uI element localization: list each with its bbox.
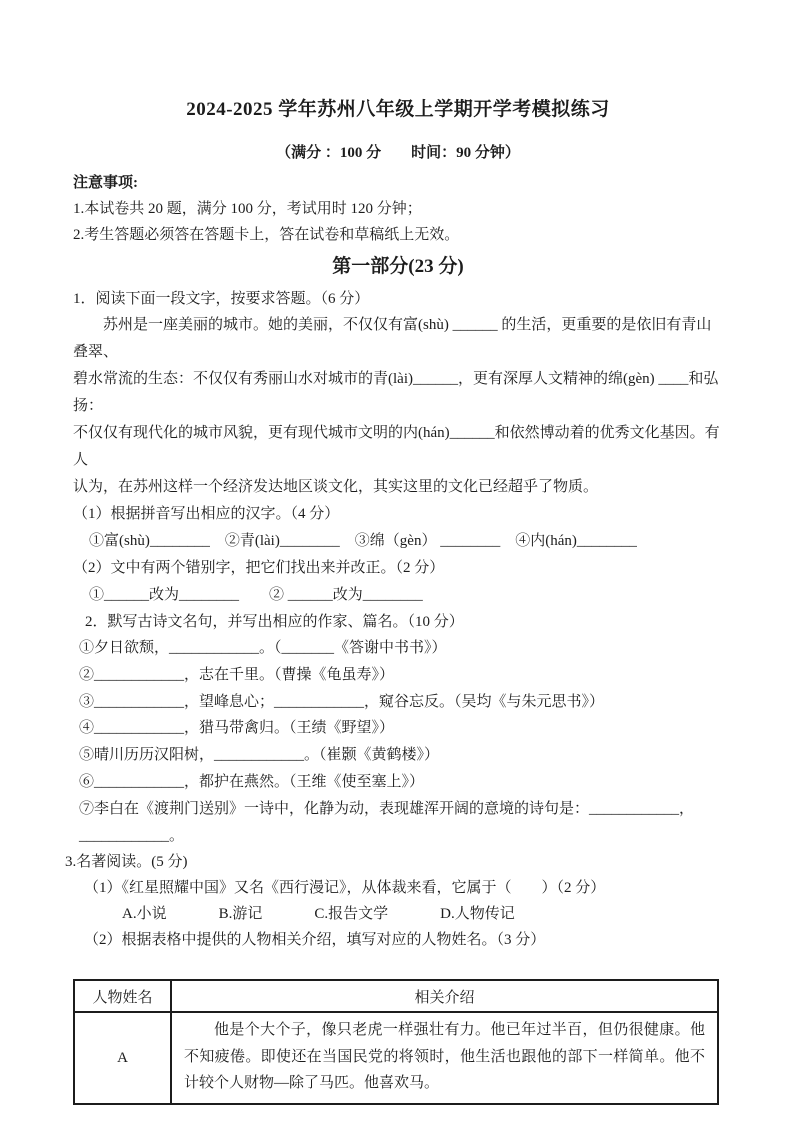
- character-table: [73, 979, 719, 1105]
- q1-correction-blanks: ①______改为________ ② ______改为________: [89, 587, 423, 603]
- q1-sub2-label: （2）文中有两个错别字，把它们找出来并改正。（2 分）: [73, 560, 445, 576]
- q1-pinyin-blanks: ①富(shù)________ ②青(lài)________ ③绵（gèn） ________ ④内(hán)________: [89, 533, 637, 549]
- q3-intro: 3.名著阅读。(5 分): [65, 854, 188, 871]
- q2-line-2: ②____________，志在千里。（曹操《龟虽寿》）: [79, 666, 395, 683]
- table-header-name: 人物姓名: [74, 980, 171, 1012]
- q2-line-6: ⑥____________，都护在燕然。（王维《使至塞上》）: [79, 773, 425, 790]
- q3-option-c: C.报告文学: [314, 906, 389, 923]
- q2-line-4: ④____________，猎马带禽归。（王绩《野望》）: [79, 720, 395, 737]
- q3-option-b: B.游记: [218, 906, 263, 923]
- q1-sub1-label: （1）根据拼音写出相应的汉字。（4 分）: [73, 506, 340, 522]
- exam-title: 2024-2025 学年苏州八年级上学期开学考模拟练习: [186, 99, 610, 120]
- passage-line-3: 不仅仅有现代化的城市风貌，更有现代城市文明的内(hán)______和依然博动着的优秀文化基因。有人: [73, 425, 720, 468]
- table-row: [74, 1012, 718, 1104]
- q3-options: [73, 901, 723, 927]
- exam-meta: （满分 ：100 分 时间：90 分钟）: [276, 145, 520, 161]
- q3-option-a: A.小说: [122, 906, 167, 923]
- q2-line-5: ⑤晴川历历汉阳树，____________。（崔颢《黄鹤楼》）: [79, 747, 440, 764]
- q1-intro: 1．阅读下面一段文字，按要求答题。（6 分）: [73, 291, 370, 307]
- q2-intro: 2．默写古诗文名句，并写出相应的作家、篇名。（10 分）: [85, 614, 464, 630]
- q3-sub2-label: （2）根据表格中提供的人物相关介绍，填写对应的人物姓名。（3 分）: [84, 932, 546, 949]
- table-header-desc: 相关介绍: [171, 980, 718, 1012]
- q2-line-3: ③____________，望峰息心；____________，窥谷忘反。（吴均《与朱元思书》）: [79, 693, 605, 710]
- section-heading: 第一部分(23 分): [332, 256, 464, 277]
- table-cell-name: A: [74, 1012, 171, 1104]
- table-cell-desc: 他是个大个子，像只老虎一样强壮有力。他已年过半百，但仍很健康。他不知疲倦。即使还在当国民党的将领时，他生活也跟他的部下一样简单。他不计较个人财物—除了马匹。他喜欢马。: [171, 1012, 718, 1104]
- q2-line-7-continued: ____________。: [79, 827, 185, 844]
- notice-item-2: 2.考生答题必须答在答题卡上，答在试卷和草稿纸上无效。: [73, 227, 460, 243]
- q3-sub1-label: （1）《红星照耀中国》又名《西行漫记》，从体裁来看，它属于（ ）（2 分）: [84, 880, 606, 897]
- q3-option-d: D.人物传记: [440, 906, 515, 923]
- notice-item-1: 1.本试卷共 20 题，满分 100 分，考试用时 120 分钟；: [73, 201, 422, 217]
- passage-line-4: 认为，在苏州这样一个经济发达地区谈文化，其实这里的文化已经超乎了物质。: [73, 479, 599, 495]
- q2-line-1: ①夕日欲颓，____________。（_______《答谢中书书》）: [79, 640, 447, 656]
- notice-heading: 注意事项:: [73, 175, 138, 191]
- passage-line-1: 苏州是一座美丽的城市。她的美丽，不仅仅有富(shù) ______ 的生活，更重要的是依旧有青山叠翠、: [73, 317, 712, 360]
- passage-line-2: 碧水常流的生态：不仅仅有秀丽山水对城市的青(lài)______，更有深厚人文精神的绵(gèn) ____和弘扬：: [73, 371, 719, 414]
- table-header-row: [74, 980, 718, 1012]
- q2-line-7: ⑦李白在《渡荆门送别》一诗中，化静为动，表现雄浑开阔的意境的诗句是：____________，: [79, 800, 695, 817]
